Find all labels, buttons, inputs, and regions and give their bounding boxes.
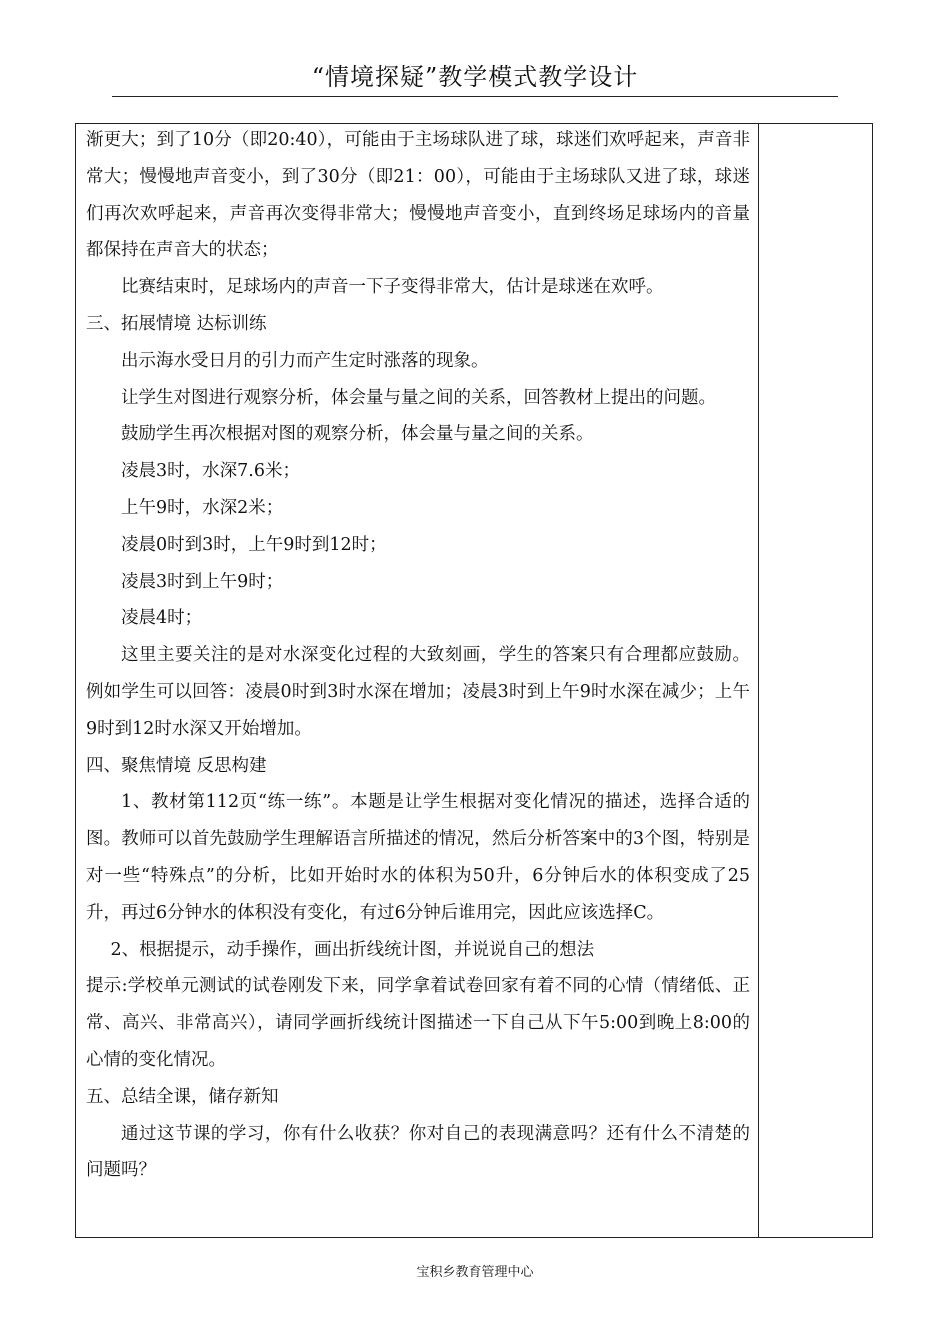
section-heading-5: 五、总结全课，储存新知 [86, 1086, 279, 1107]
table-column-divider [758, 123, 759, 1238]
paragraph-continuation: 渐更大；到了10分（即20:40），可能由于主场球队进了球，球迷们欢呼起来，声音非常大；慢慢地声音变小，到了30分（即21：00），可能由于主场球队又进了球，球迷们再次欢呼起来，声音再次变得非常大；慢慢地声音变小，直到终场足球场内的音量都保持在声音大的状态； [86, 130, 750, 261]
paragraph-match-end: 比赛结束时，足球场内的声音一下子变得非常大，估计是球迷在欢呼。 [121, 277, 664, 298]
paragraph-focus-note: 这里主要关注的是对水深变化过程的大致刻画，学生的答案只有合理都应鼓励。例如学生可以回答：凌晨0时到3时水深在增加；凌晨3时到上午9时水深在减少；上午9时到12时水深又开始增加。 [86, 645, 750, 739]
title-underline [112, 96, 838, 97]
paragraph-tide-intro: 出示海水受日月的引力而产生定时涨落的现象。 [121, 350, 489, 371]
section-heading-3: 三、拓展情境 达标训练 [86, 313, 267, 334]
page-footer: 宝积乡教育管理中心 [416, 1265, 534, 1280]
answer-line-4: 凌晨3时到上午9时； [121, 571, 284, 592]
page-title: “情境探疑”教学模式教学设计 [311, 63, 639, 91]
lesson-content [86, 122, 750, 1189]
paragraph-observe: 让学生对图进行观察分析，体会量与量之间的关系，回答教材上提出的问题。 [121, 387, 716, 408]
answer-line-1: 凌晨3时，水深7.6米； [121, 461, 300, 482]
answer-line-3: 凌晨0时到3时，上午9时到12时； [121, 534, 387, 555]
paragraph-encourage: 鼓励学生再次根据对图的观察分析，体会量与量之间的关系。 [121, 424, 594, 445]
paragraph-exercise-1: 1、教材第112页“练一练”。本题是让学生根据对变化情况的描述，选择合适的图。教师可以首先鼓励学生理解语言所描述的情况，然后分析答案中的3个图，特别是对一些“特殊点”的分析，比如开始时水的体积为50升，6分钟后水的体积变成了25升，再过6分钟水的体积没有变化，有过6分钟后谁用完，因此应该选择C。 [86, 792, 750, 923]
answer-line-5: 凌晨4时； [121, 608, 203, 629]
paragraph-summary: 通过这节课的学习，你有什么收获？你对自己的表现满意吗？还有什么不清楚的问题吗？ [86, 1123, 750, 1181]
paragraph-hint: 提示:学校单元测试的试卷刚发下来，同学拿着试卷回家有着不同的心情（情绪低、正常、高兴、非常高兴），请同学画折线统计图描述一下自己从下午5:00到晚上8:00的心情的变化情况。 [86, 976, 750, 1070]
answer-line-2: 上午9时，水深2米； [121, 497, 284, 518]
paragraph-exercise-2: 2、根据提示，动手操作，画出折线统计图，并说说自己的想法 [110, 939, 595, 960]
section-heading-4: 四、聚焦情境 反思构建 [86, 755, 267, 776]
